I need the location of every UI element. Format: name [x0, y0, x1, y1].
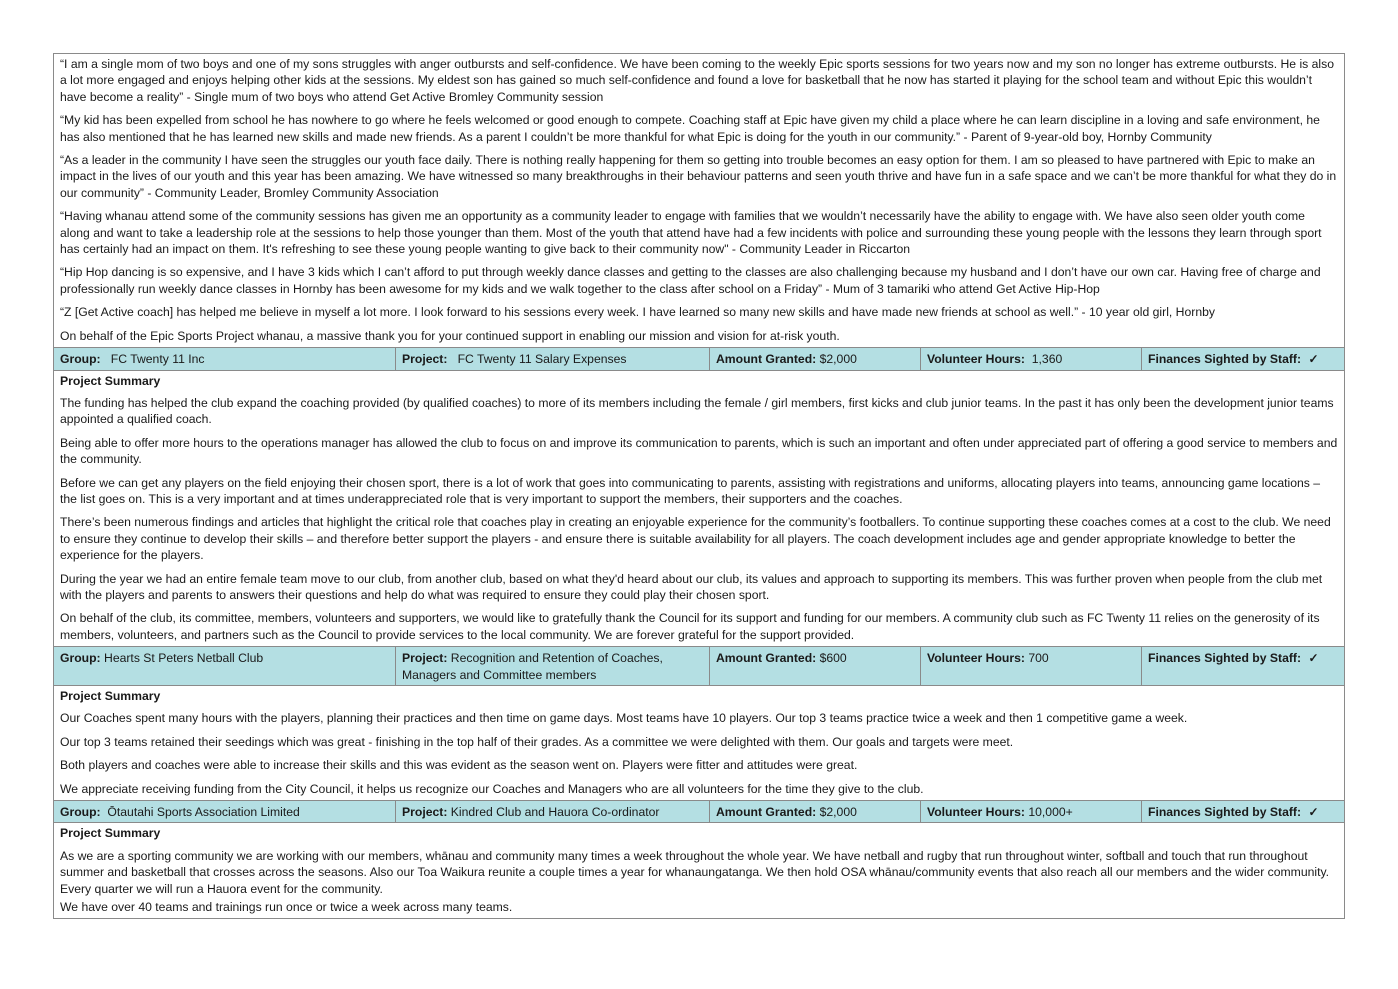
group-value: Ōtautahi Sports Association Limited — [107, 805, 300, 820]
checkmark-icon: ✓ — [1308, 805, 1319, 820]
project-summary-title: Project Summary — [60, 826, 161, 841]
amount-cell — [710, 348, 921, 369]
amount-label: Amount Granted: — [716, 651, 817, 666]
summary-paragraph: We appreciate receiving funding from the City Council, it helps us recognize our Coaches and Managers who are all volunteers for the time they give to the club. — [60, 781, 924, 796]
project-value: Kindred Club and Hauora Co-ordinator — [450, 805, 660, 820]
project-value: FC Twenty 11 Salary Expenses — [457, 352, 627, 367]
project-cell — [396, 801, 710, 822]
testimonial-paragraph: “Hip Hop dancing is so expensive, and I have 3 kids which I can’t afford to put through weekly dance classes and getting to the classes are also challenging because my husband and I don’t have our own car. Having free of charge and professionally run weekly dance classes in Hornby has been awesome for my kids and we walk together to the class after school on a Friday” - Mum of 3 tamariki who attend Get Active Hip-Hop — [60, 265, 1321, 296]
testimonial-paragraph: “Having whanau attend some of the community sessions has given me an opportunity as a community leader to engage with families that we wouldn’t necessarily have the ability to engage with. We have also seen older youth come along and want to take a leadership role at the sessions to help those younger than them. Most of the youth that attend have had a few incidents with police and surrounding these young people with the lessons they learn through sport has certainly had an impact on them. It's refreshing to see these young people wanting to give back to their community now" - Community Leader in Riccarton — [60, 209, 1322, 257]
project-label: Project: — [402, 651, 448, 666]
amount-value: $2,000 — [819, 805, 857, 820]
project-cell — [396, 348, 710, 369]
report-page — [53, 53, 1345, 919]
checkmark-icon: ✓ — [1308, 651, 1319, 666]
grant-header-row — [54, 347, 1344, 370]
testimonial-paragraph: “As a leader in the community I have seen the struggles our youth face daily. There is nothing really happening for them so getting into trouble becomes an easy option for them. I am so pleased to have partnered with Epic to make an impact in the lives of our youth and this year has been amazing. We have witnessed so many breakthroughs in their behaviour patterns and seen youth thrive and have fun in a safe space and we can’t be more thankful for what they do in our community” - Community Leader, Bromley Community Association — [60, 153, 1337, 200]
volunteer-cell — [921, 348, 1142, 369]
project-label: Project: — [402, 805, 448, 820]
summary-paragraph: There’s been numerous findings and articles that highlight the critical role that coaches play in creating an enjoyable experience for the community’s footballers. To continue supporting these coaches comes at a cost to the club. We need to ensure they continue to develop their skills – and therefore better support the players - and ensure there is suitable availability for all players. The coach development includes age and gender appropriate knowledge to better the experience for the players. — [60, 515, 1331, 563]
testimonials-section — [54, 54, 1344, 347]
group-value: FC Twenty 11 Inc — [110, 352, 205, 367]
summary-paragraph: Before we can get any players on the field enjoying their chosen sport, there is a lot of work that goes into communicating to parents, assisting with registrations and uniforms, allocating players into teams, announcing game locations – the list goes on. This is a very important and at times underappreciated role that is very important to support the members, their supporters and the coaches. — [60, 475, 1321, 506]
volunteer-label: Volunteer Hours: — [927, 651, 1025, 666]
finances-label: Finances Sighted by Staff: — [1148, 352, 1302, 367]
amount-label: Amount Granted: — [716, 805, 817, 820]
checkmark-icon: ✓ — [1308, 352, 1319, 367]
summary-paragraph: Our Coaches spent many hours with the players, planning their practices and then time on game days. Most teams have 10 players. Our top 3 teams practice twice a week and then 1 competitive game a week. — [60, 711, 1188, 726]
project-cell — [396, 647, 710, 685]
project-summary-section — [54, 823, 1344, 918]
testimonial-paragraph: “Z [Get Active coach] has helped me believe in myself a lot more. I look forward to his sessions every week. I have learned so many new skills and have made new friends at school as well.” - 10 year old girl, Hornby — [60, 305, 1215, 320]
project-value: Recognition and Retention of Coaches, Managers and Committee members — [402, 651, 663, 682]
summary-paragraph: As we are a sporting community we are working with our members, whānau and community many times a week throughout the whole year. We have netball and rugby that run throughout winter, softball and touch that run throughout summer and basketball that crosses across the seasons. Also our Toa Waikura reunite a couple times a year for whanaungatanga. We then hold OSA whānau/community events that also reach all our members and the wider community. Every quarter we will run a Hauora event for the community. — [60, 848, 1330, 896]
summary-paragraph: We have over 40 teams and trainings run once or twice a week across many teams. — [60, 900, 513, 915]
finances-label: Finances Sighted by Staff: — [1148, 805, 1302, 820]
finances-cell — [1142, 647, 1344, 685]
summary-paragraph: Both players and coaches were able to increase their skills and this was evident as the season went on. Players were fitter and attitudes were great. — [60, 758, 858, 773]
grant-header-row — [54, 800, 1344, 823]
volunteer-value: 1,360 — [1031, 352, 1063, 367]
amount-cell — [710, 647, 921, 685]
summary-paragraph: The funding has helped the club expand the coaching provided (by qualified coaches) to more of its members including the female / girl members, first kicks and club junior teams. In the past it has only been the development junior teams appointed a qualified coach. — [60, 395, 1334, 427]
amount-value: $2,000 — [819, 352, 857, 367]
project-summary-title: Project Summary — [60, 373, 161, 388]
testimonial-paragraph: “My kid has been expelled from school he has nowhere to go where he feels welcomed or good enough to compete. Coaching staff at Epic have given my child a place where he can learn discipline in a loving and safe environment, he has also mentioned that he has learned new skills and made new friends. As a parent I couldn’t be more thankful for what Epic is doing for the youth in our community.” - Parent of 9-year-old boy, Hornby Community — [60, 113, 1320, 144]
summary-paragraph: On behalf of the club, its committee, members, volunteers and supporters, we would like to gratefully thank the Council for its support and funding for our members. A community club such as FC Twenty 11 relies on the generosity of its members, volunteers, and partners such as the Council to provide services to the local community. We are forever grateful for the support provided. — [60, 611, 1320, 642]
volunteer-value: 700 — [1028, 651, 1049, 666]
group-cell — [54, 801, 396, 822]
amount-value: $600 — [819, 651, 847, 666]
volunteer-value: 10,000+ — [1028, 805, 1073, 820]
group-label: Group: — [60, 805, 101, 820]
summary-paragraph: Being able to offer more hours to the operations manager has allowed the club to focus on and improve its communication to parents, which is such an important and often under appreciated part of offering a good service to members and the community. — [60, 435, 1338, 467]
project-summary-title: Project Summary — [60, 689, 161, 703]
amount-cell — [710, 801, 921, 822]
summary-paragraph: During the year we had an entire female team move to our club, from another club, based on what they'd heard about our club, its values and approach to supporting its members. This was further proven when people from the club met with the players and parents to answers their questions and help do what was required to ensure they could play their chosen sport. — [60, 571, 1323, 602]
group-label: Group: — [60, 352, 101, 367]
volunteer-label: Volunteer Hours: — [927, 805, 1025, 820]
finances-cell — [1142, 348, 1344, 369]
grant-header-row — [54, 646, 1344, 686]
closing-paragraph: On behalf of the Epic Sports Project whanau, a massive thank you for your continued support in enabling our mission and vision for at-risk youth. — [60, 328, 840, 343]
project-summary-section — [54, 686, 1344, 800]
amount-label: Amount Granted: — [716, 352, 817, 367]
group-value: Hearts St Peters Netball Club — [104, 651, 264, 666]
group-cell — [54, 348, 396, 369]
project-label: Project: — [402, 352, 448, 367]
volunteer-label: Volunteer Hours: — [927, 352, 1025, 367]
group-cell — [54, 647, 396, 685]
testimonial-paragraph: “I am a single mom of two boys and one of my sons struggles with anger outbursts and self-confidence. We have been coming to the weekly Epic sports sessions for two years now and my son no longer has extreme outbursts. He is also a lot more engaged and enjoys helping other kids at the sessions. My eldest son has gained so much self-confidence and found a love for basketball that he now has started it playing for the school team and without Epic this wouldn’t have become a reality” - Single mum of two boys who attend Get Active Bromley Community session — [60, 57, 1335, 104]
volunteer-cell — [921, 801, 1142, 822]
volunteer-cell — [921, 647, 1142, 685]
finances-cell — [1142, 801, 1344, 822]
summary-paragraph: Our top 3 teams retained their seedings which was great - finishing in the top half of their grades. As a committee we were delighted with them. Our goals and targets were meet. — [60, 734, 1014, 749]
finances-label: Finances Sighted by Staff: — [1148, 651, 1302, 666]
group-label: Group: — [60, 651, 101, 666]
project-summary-section — [54, 371, 1344, 647]
